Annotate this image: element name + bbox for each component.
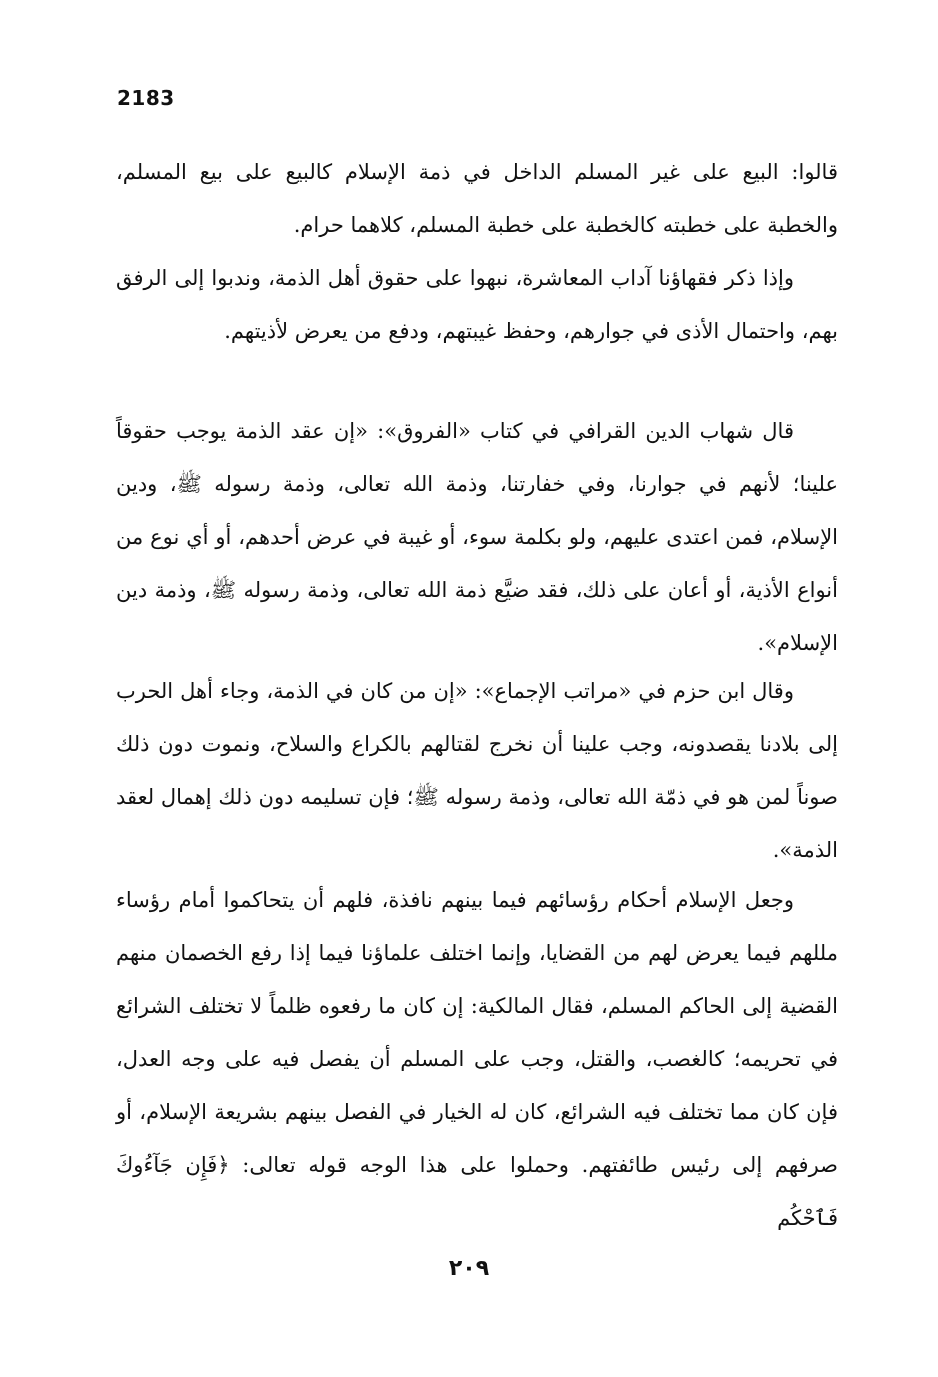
page-number: ٢٠٩: [448, 1256, 490, 1281]
paragraph-4: [116, 665, 838, 877]
paragraph-2: [116, 252, 838, 358]
paragraph-text: قالوا: البيع على غير المسلم الداخل في ذمة الإسلام كالبيع على بيع المسلم، والخطبة على خطبته كالخطبة على خطبة المسلم، كلاهما حرام.: [116, 160, 838, 237]
paragraph-5: [116, 874, 838, 1245]
paragraph-3: [116, 405, 838, 670]
paragraph-text: وقال ابن حزم في «مراتب الإجماع»: «إن من كان في الذمة، وجاء أهل الحرب إلى بلادنا يقصدونه، وجب علينا أن نخرج لقتالهم بالكراع والسلاح، ونموت دون ذلك صوناً لمن هو في ذمّة الله تعالى، وذمة رسوله ﷺ؛ فإن تسليمه دون ذلك إهمال لعقد الذمة».: [116, 679, 838, 862]
paragraph-1: [116, 146, 838, 252]
page-reference-number: 2183: [117, 86, 175, 110]
paragraph-text: وإذا ذكر فقهاؤنا آداب المعاشرة، نبهوا على حقوق أهل الذمة، وندبوا إلى الرفق بهم، واحتمال الأذى في جوارهم، وحفظ غيبتهم، ودفع من يعرض لأذيتهم.: [116, 266, 838, 343]
paragraph-text: قال شهاب الدين القرافي في كتاب «الفروق»: «إن عقد الذمة يوجب حقوقاً علينا؛ لأنهم في جوارنا، وفي خفارتنا، وذمة الله تعالى، وذمة رسوله ﷺ، ودين الإسلام، فمن اعتدى عليهم، ولو بكلمة سوء، أو غيبة في عرض أحدهم، أو أي نوع من أنواع الأذية، أو أعان على ذلك، فقد ضيَّع ذمة الله تعالى، وذمة رسوله ﷺ، وذمة دين الإسلام».: [116, 419, 838, 655]
paragraph-text: وجعل الإسلام أحكام رؤسائهم فيما بينهم نافذة، فلهم أن يتحاكموا أمام رؤساء مللهم فيما يعرض لهم من القضايا، وإنما اختلف علماؤنا فيما إذا رفع الخصمان منهم القضية إلى الحاكم المسلم، فقال المالكية: إن كان ما رفعوه ظلماً لا تختلف الشرائع في تحريمه؛ كالغصب، والقتل، وجب على المسلم أن يفصل فيه على وجه العدل، فإن كان مما تختلف فيه الشرائع، كان له الخيار في الفصل بينهم بشريعة الإسلام، أو صرفهم إلى رئيس طائفتهم. وحملوا على هذا الوجه قوله تعالى: ﴿فَإِن جَآءُوكَ فَٱحْكُم: [116, 888, 838, 1230]
